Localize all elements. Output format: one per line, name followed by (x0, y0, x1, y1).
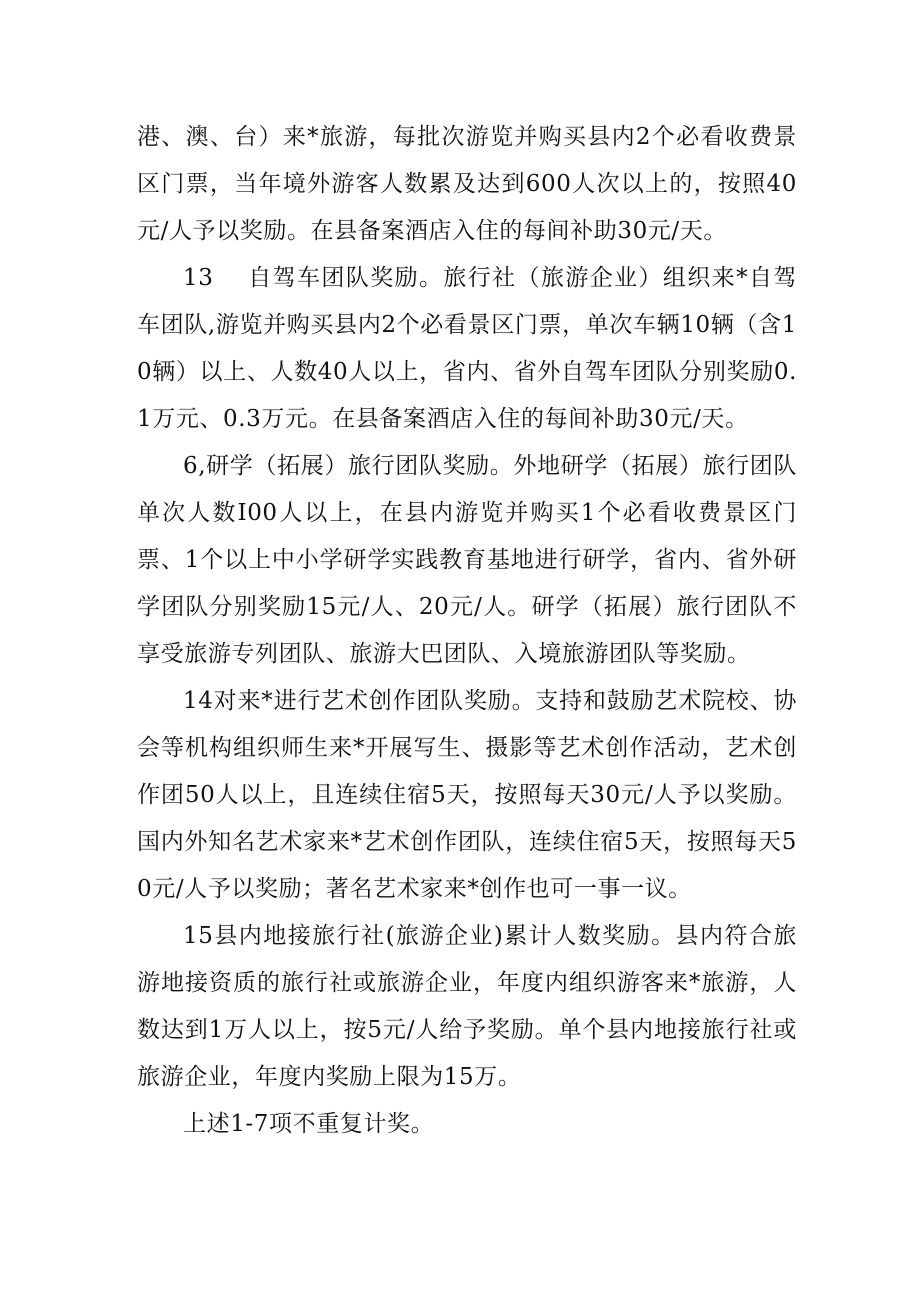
paragraph-text: 6,研学（拓展）旅行团队奖励。外地研学（拓展）旅行团队单次人数I00人以上，在县内游览并购买1个必看收费景区门票、1个以上中小学研学实践教育基地进行研学，省内、省外研学团队分别奖励15元/人、20元/人。研学（拓展）旅行团队不享受旅游专列团队、旅游大巴团队、入境旅游团队等奖励。 (137, 453, 797, 667)
paragraph-no-duplicate-reward-note (137, 1101, 797, 1148)
paragraph-art-creation-team-reward (137, 678, 797, 913)
paragraph-text: 15县内地接旅行社(旅游企业)累计人数奖励。县内符合旅游地接资质的旅行社或旅游企业，年度内组织游客来*旅游，人数达到1万人以上，按5元/人给予奖励。单个县内地接旅行社或旅游企业，年度内奖励上限为15万。 (137, 923, 797, 1090)
paragraph-text: 上述1-7项不重复计奖。 (183, 1111, 435, 1137)
paragraph-text: 自驾车团队奖励。旅行社（旅游企业）组织来*自驾车团队,游览并购买县内2个必看景区门票，单次车辆10辆（含10辆）以上、人数40人以上，省内、省外自驾车团队分别奖励0.1万元、0.3万元。在县备案酒店入住的每间补助30元/天。 (137, 265, 797, 432)
paragraph-text: 港、澳、台）来*旅游，每批次游览并购买县内2个必看收费景区门票，当年境外游客人数累及达到600人次以上的，按照40元/人予以奖励。在县备案酒店入住的每间补助30元/天。 (137, 124, 797, 244)
paragraph-overseas-tourist-reward-continued (137, 114, 797, 255)
document-body (137, 114, 797, 1148)
paragraph-self-drive-team-reward (137, 255, 797, 443)
paragraph-local-agency-cumulative-reward (137, 913, 797, 1101)
paragraph-study-tour-team-reward (137, 443, 797, 678)
paragraph-text: 14对来*进行艺术创作团队奖励。支持和鼓励艺术院校、协会等机构组织师生来*开展写生、摄影等艺术创作活动，艺术创作团50人以上，且连续住宿5天，按照每天30元/人予以奖励。国内外知名艺术家来*艺术创作团队，连续住宿5天，按照每天50元/人予以奖励；著名艺术家来*创作也可一事一议。 (137, 688, 797, 902)
paragraph-number: 13 (183, 265, 214, 291)
